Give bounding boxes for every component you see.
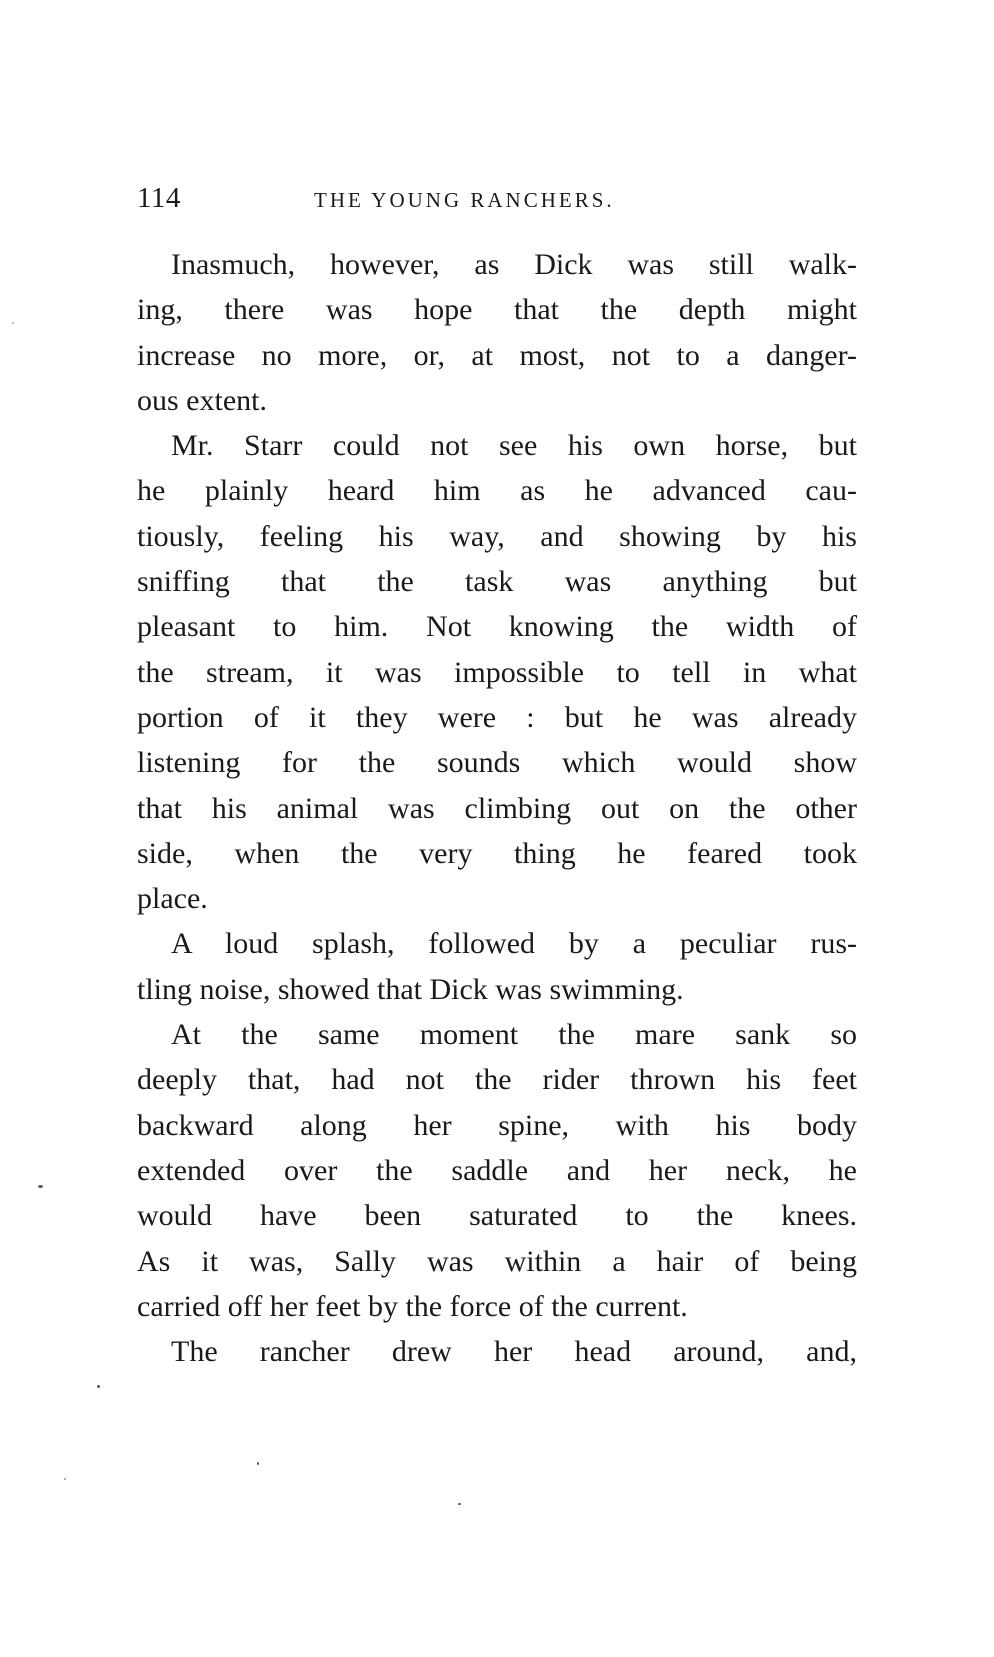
scan-speck [64, 1478, 66, 1480]
text-line: carried off her feet by the force of the current. [137, 1289, 688, 1323]
text-line: extended over the saddle and her neck, he [137, 1153, 857, 1187]
scan-speck [12, 322, 14, 324]
text-line: increase no more, or, at most, not to a danger- [137, 338, 857, 372]
text-line: place. [137, 882, 208, 916]
body-text [137, 242, 857, 1374]
text-line: the stream, it was impossible to tell in what [137, 655, 857, 689]
scan-speck [257, 1462, 259, 1465]
text-line: that his animal was climbing out on the other [137, 791, 857, 825]
text-line: listening for the sounds which would show [137, 746, 857, 780]
paragraph [137, 1012, 857, 1329]
page-number: 114 [137, 182, 181, 214]
text-line: would have been saturated to the knees. [137, 1199, 857, 1233]
text-line: Mr. Starr could not see his own horse, but [171, 429, 857, 463]
text-line: he plainly heard him as he advanced cau- [137, 474, 857, 508]
text-line: As it was, Sally was within a hair of being [137, 1244, 857, 1278]
text-line: tiously, feeling his way, and showing by his [137, 519, 857, 553]
text-line: A loud splash, followed by a peculiar rus- [171, 927, 857, 961]
text-line: backward along her spine, with his body [137, 1108, 857, 1142]
text-line: Inasmuch, however, as Dick was still walk- [171, 248, 857, 281]
page-header [137, 182, 857, 226]
text-line: ous extent. [137, 383, 267, 417]
paragraph [137, 921, 857, 1012]
paragraph [137, 1329, 857, 1374]
paragraph [137, 423, 857, 921]
scan-speck [38, 1185, 43, 1188]
scan-speck [458, 1503, 461, 1505]
text-line: pleasant to him. Not knowing the width of [137, 610, 857, 644]
scan-speck [97, 1385, 100, 1388]
text-line: side, when the very thing he feared took [137, 836, 857, 870]
text-line: sniffing that the task was anything but [137, 565, 857, 599]
text-line: deeply that, had not the rider thrown his feet [137, 1063, 857, 1097]
running-head: THE YOUNG RANCHERS. [314, 188, 615, 212]
paragraph [137, 242, 857, 423]
text-line: ing, there was hope that the depth might [137, 293, 857, 327]
text-line: The rancher drew her head around, and, [171, 1335, 857, 1369]
text-line: tling noise, showed that Dick was swimming. [137, 972, 684, 1006]
text-line: At the same moment the mare sank so [171, 1018, 857, 1052]
text-line: portion of it they were : but he was already [137, 700, 857, 734]
